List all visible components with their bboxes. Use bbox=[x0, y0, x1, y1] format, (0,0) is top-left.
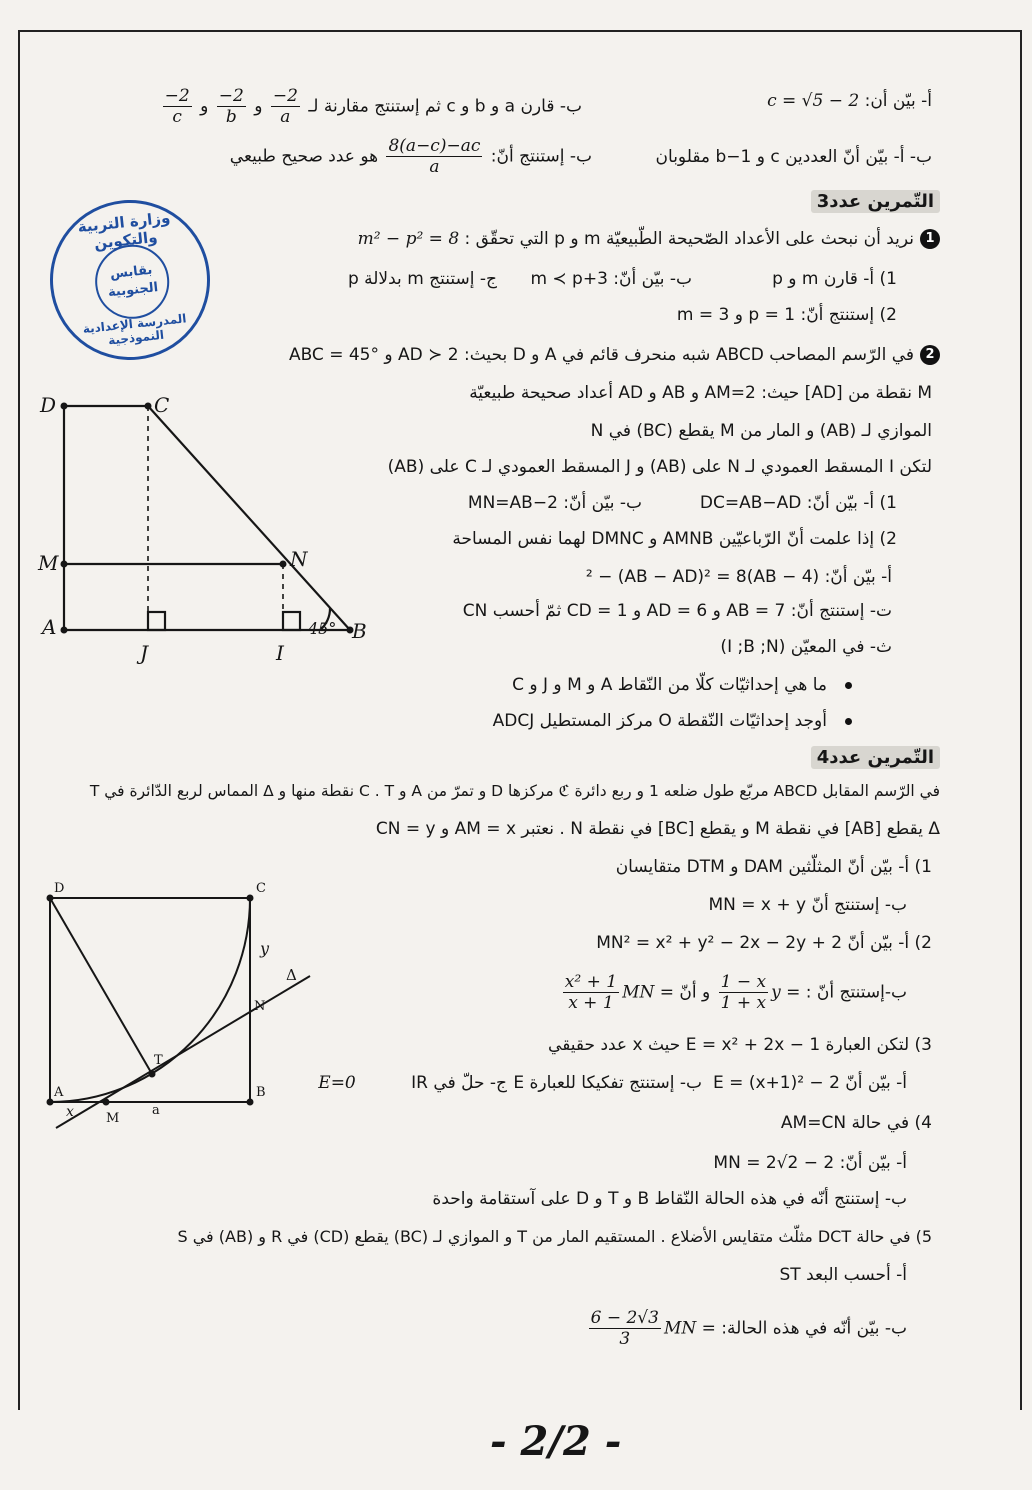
ex4-q3b: ب- إستنتج تفكيكا للعبارة E bbox=[513, 1073, 702, 1093]
ex3-q2c: ث- في المعيّن (I ;B ;N) bbox=[720, 637, 892, 657]
ex4-q5a: أ- أحسب البعد ST bbox=[779, 1265, 907, 1285]
fig1-label-n: N bbox=[290, 547, 308, 571]
fig1-label-j: J bbox=[140, 641, 149, 665]
ex3-p2: 2في الرّسم المصاحب ABCD شبه منحرف قائم في A و D بحيث: AD ≻ 2 و ABC = 45° bbox=[289, 344, 940, 366]
ex4-intro2: Δ يقطع [AB] في نقطة M و يقطع [BC] في نقطة N . نعتبر AM = x و CN = y bbox=[375, 819, 940, 839]
ex4-q3c: ج- حلّ في IR E=0 bbox=[318, 1073, 507, 1093]
fig2-label-a-small: a bbox=[152, 1103, 160, 1118]
ex4-q4: 4) في حالة AM=CN bbox=[780, 1113, 932, 1133]
ex3-p2-line4: لتكن I المسقط العمودي لـ N على (AB) و J المسقط العمودي لـ C على (AB) bbox=[387, 457, 932, 477]
trapezoid-figure bbox=[30, 390, 370, 670]
ex3-p2-line3: الموازي لـ (AB) و المار من M يقطع (BC) في N bbox=[590, 421, 932, 441]
top-a-left: ب- قارن a و b و c ثم إستنتج مقارنة لـ $\frac{-2}{a}$ و $\frac{-2}{b}$ و $\frac{-2}{c}$ bbox=[164, 86, 582, 127]
ex3-p1-1b: ب- بيّن أنّ: m ≺ p+3 bbox=[530, 269, 692, 289]
ex3-q1b: ب- بيّن أنّ: MN=AB−2 bbox=[467, 493, 642, 513]
ex3-q2: 2) إذا علمت أنّ الرّباعيّين AMNB و DMNC لهما نفس المساحة bbox=[452, 529, 897, 549]
square-figure bbox=[30, 870, 330, 1130]
ex3-title: التّمرين عدد3 bbox=[811, 190, 940, 213]
fig2-label-c: C bbox=[256, 881, 266, 896]
ex4-q2a: 2) أ- بيّن أنّ MN² = x² + y² − 2x − 2y + 2 bbox=[596, 933, 932, 953]
ex3-bullet2: أوجد إحداثيّات النّقطة O مركز المستطيل ADCJ bbox=[493, 710, 852, 732]
fig2-label-y: y bbox=[260, 939, 270, 958]
ex4-q5: 5) في حالة DCT مثلّث متقايس الأضلاع . المستقيم المار من T و الموازي لـ (BC) يقطع (CD) في R و (AB) في S bbox=[177, 1227, 932, 1246]
fig2-label-m: M bbox=[106, 1111, 120, 1126]
fig1-label-i: I bbox=[276, 641, 284, 665]
ex4-q1a: 1) أ- بيّن أنّ المثلّثين DAM و DTM متقايسان bbox=[615, 857, 932, 877]
ex4-q4a: أ- بيّن أنّ: MN = 2√2 − 2 bbox=[713, 1153, 907, 1173]
fig1-label-b: B bbox=[352, 619, 367, 643]
ex3-q2a: أ- بيّن أنّ: (AB − 4)² − (AB − AD)² = 8 bbox=[585, 567, 892, 587]
ex4-q4b: ب- إستنتج أنّه في هذه الحالة النّقاط B و T و D على آستقامة واحدة bbox=[432, 1189, 907, 1209]
ex3-bullet1: ما هي إحداثيّات كلّا من النّقاط A و M و J و C bbox=[512, 674, 852, 696]
fig2-label-a: A bbox=[54, 1085, 64, 1100]
ex4-q2b: ب-إستنتج أنّ : y = $\frac{1 - x}{1 + x}$ و أنّ MN = $\frac{\text{x² + 1}}{x + 1}$ bbox=[564, 972, 907, 1013]
ex4-q3a: أ- بيّن أنّ E = (x+1)² − 2 bbox=[713, 1073, 907, 1093]
top-a-right: أ- بيّن أن: c = √5 − 2 bbox=[767, 91, 932, 111]
ex4-q5b: ب- بيّن أنّه في هذه الحالة: MN = $\frac{6 - 2√3}{3}$ bbox=[590, 1308, 907, 1349]
ex3-q2b: ت- إستنتج أنّ: AB = 7 و AD = 6 و CD = 1 ثمّ أحسب CN bbox=[462, 601, 892, 621]
ex3-q1a: 1) أ- بيّن أنّ: DC=AB−AD bbox=[699, 493, 897, 513]
ex4-intro1: في الرّسم المقابل ABCD مربّع طول ضلعه 1 و ربع دائرة ℭ مركزها D و تمرّ من A و C . T نقطة منها و Δ المماس لربع الدّائرة في T bbox=[89, 782, 940, 800]
ex3-p1-1: 1) أ- قارن m و p bbox=[772, 269, 897, 289]
fig2-label-x: x bbox=[66, 1104, 74, 1120]
fig1-label-a: A bbox=[42, 615, 57, 639]
page-number: - 2/2 - bbox=[490, 1418, 622, 1465]
fig2-label-delta: Δ bbox=[286, 966, 297, 984]
ex3-p1: 1نريد أن نبحث على الأعداد الصّحيحة الطّبيعيّة m و p التي تحقّق : m² − p² = 8 bbox=[358, 228, 940, 250]
fig1-label-m: M bbox=[38, 551, 59, 575]
ex3-p1-2: 2) إستنتج أنّ: p = 1 و m = 3 bbox=[676, 305, 897, 325]
fig1-label-d: D bbox=[40, 393, 57, 417]
ex3-p2-line2: M نقطة من [AD] حيث: AM=2 و AB و AD أعداد صحيحة طبيعيّة bbox=[469, 383, 932, 403]
fig1-angle: 45° bbox=[308, 619, 337, 638]
fig1-label-c: C bbox=[154, 393, 170, 417]
fig2-label-t: T bbox=[154, 1053, 163, 1068]
ex4-q1b: ب- إستنتج أنّ MN = x + y bbox=[708, 895, 907, 915]
school-stamp: وزارة التربية والتكوين بقابس الجنوبية المدرسة الإعدادية النموذجية bbox=[42, 192, 218, 368]
ex4-title: التّمرين عدد4 bbox=[811, 746, 940, 769]
fig2-label-d: D bbox=[54, 881, 65, 896]
top-b-right: ب- أ- بيّن أنّ العددين c و b−1 مقلوبان bbox=[655, 147, 932, 167]
ex3-p1-1c: ج- إستنتج m بدلالة p bbox=[347, 269, 497, 289]
ex4-q3: 3) لتكن العبارة E = x² + 2x − 1 حيث x عدد حقيقي bbox=[548, 1035, 932, 1055]
fig2-label-n: N bbox=[254, 999, 266, 1014]
fig2-label-b: B bbox=[256, 1085, 266, 1100]
top-b-left: ب- إستنتج أنّ: $\frac{8(a-c)-ac}{a}$ هو عدد صحيح طبيعي bbox=[229, 136, 592, 177]
